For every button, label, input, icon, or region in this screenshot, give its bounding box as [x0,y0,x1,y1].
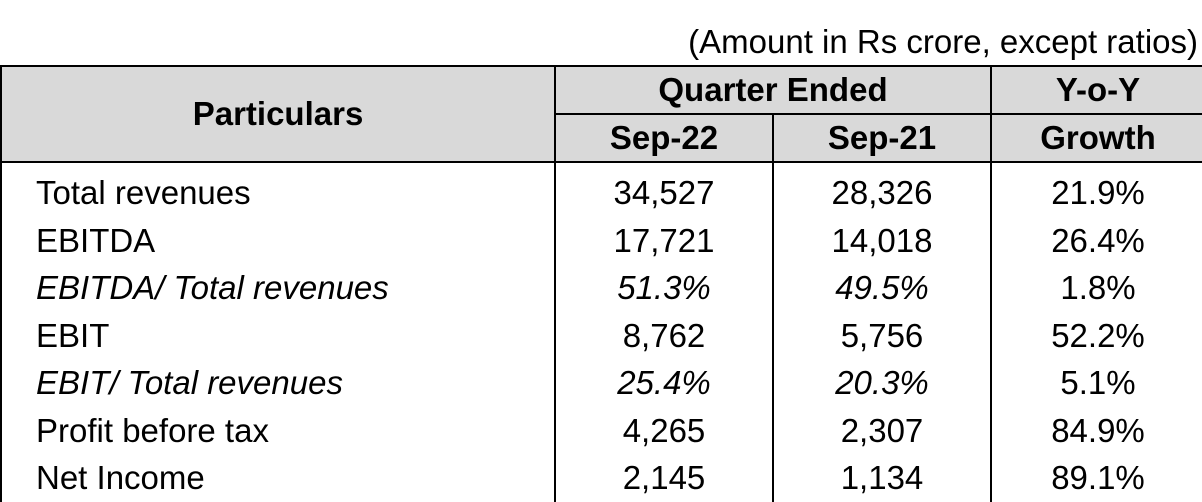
header-period-sep21: Sep-21 [773,114,991,162]
row-label: Profit before tax [1,407,555,455]
table-row [1,407,1202,455]
row-label: EBIT/ Total revenues [1,359,555,407]
cell-yoy: 26.4% [991,217,1202,265]
financial-results-table [0,65,1202,502]
cell-yoy: 84.9% [991,407,1202,455]
table-row [1,359,1202,407]
cell-sep21: 1,134 [773,454,991,502]
table-row [1,454,1202,502]
table-row [1,312,1202,360]
cell-sep22: 2,145 [555,454,773,502]
cell-sep22: 8,762 [555,312,773,360]
row-label: EBIT [1,312,555,360]
cell-yoy: 5.1% [991,359,1202,407]
table-body [1,162,1202,502]
cell-sep22: 4,265 [555,407,773,455]
table-row [1,264,1202,312]
cell-sep22: 25.4% [555,359,773,407]
cell-sep21: 14,018 [773,217,991,265]
cell-sep22: 34,527 [555,162,773,217]
header-quarter-ended: Quarter Ended [555,66,991,114]
cell-sep21: 28,326 [773,162,991,217]
header-growth: Growth [991,114,1202,162]
cell-sep21: 20.3% [773,359,991,407]
row-label: EBITDA [1,217,555,265]
cell-sep21: 49.5% [773,264,991,312]
cell-sep21: 2,307 [773,407,991,455]
cell-sep22: 51.3% [555,264,773,312]
cell-sep22: 17,721 [555,217,773,265]
header-particulars: Particulars [1,66,555,162]
cell-sep21: 5,756 [773,312,991,360]
row-label: Total revenues [1,162,555,217]
row-label: EBITDA/ Total revenues [1,264,555,312]
table-row [1,217,1202,265]
cell-yoy: 21.9% [991,162,1202,217]
cell-yoy: 52.2% [991,312,1202,360]
cell-yoy: 1.8% [991,264,1202,312]
units-note: (Amount in Rs crore, except ratios) [688,23,1198,60]
table-row [1,162,1202,217]
header-yoy: Y-o-Y [991,66,1202,114]
cell-yoy: 89.1% [991,454,1202,502]
table-header [1,66,1202,162]
row-label: Net Income [1,454,555,502]
header-row-top [1,66,1202,114]
header-period-sep22: Sep-22 [555,114,773,162]
